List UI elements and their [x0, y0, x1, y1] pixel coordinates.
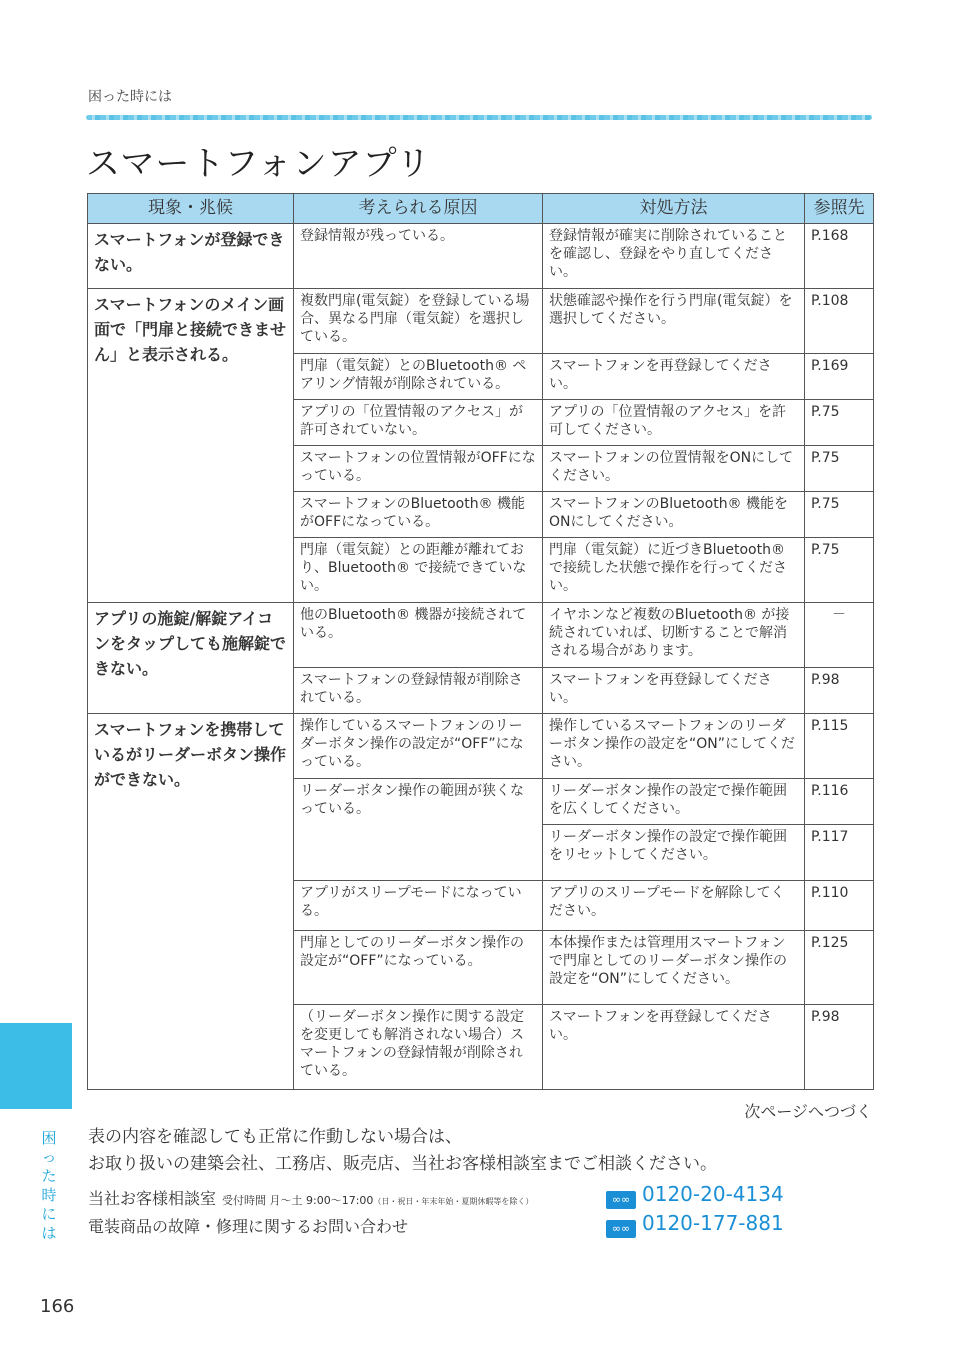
reference-cell: P.108: [805, 289, 874, 354]
action-cell: スマートフォンを再登録してください。: [543, 354, 805, 400]
free-dial-icon: ∞∞: [606, 1191, 636, 1209]
reference-cell: －: [805, 603, 874, 668]
troubleshooting-table: [87, 193, 874, 1090]
customer-center-phone-number[interactable]: 0120-20-4134: [642, 1182, 784, 1206]
table-row: [88, 224, 874, 289]
repair-inquiry-phone: [606, 1211, 784, 1238]
action-cell: アプリのスリープモードを解除してください。: [543, 881, 805, 931]
cause-cell: 複数門扉(電気錠）を登録している場合、異なる門扉（電気錠）を選択している。: [294, 289, 543, 354]
action-cell: 状態確認や操作を行う門扉(電気錠）を選択してください。: [543, 289, 805, 354]
table-row: [88, 603, 874, 668]
cause-cell: 操作しているスマートフォンのリーダーボタン操作の設定が“OFF”になっている。: [294, 714, 543, 779]
support-note-line1: 表の内容を確認しても正常に作動しない場合は、: [88, 1127, 462, 1147]
table-row: [88, 289, 874, 354]
customer-center-phone: [606, 1182, 784, 1209]
reference-cell: P.98: [805, 1005, 874, 1090]
action-cell: イヤホンなど複数のBluetooth® が接続されていれば、切断することで解消される場合があります。: [543, 603, 805, 668]
symptom-cell: スマートフォンのメイン画面で「門扉と接続できません」と表示される。: [88, 289, 294, 603]
action-cell: リーダーボタン操作の設定で操作範囲を広くしてください。: [543, 779, 805, 825]
reference-cell: P.75: [805, 400, 874, 446]
cause-cell: スマートフォンのBluetooth® 機能がOFFになっている。: [294, 492, 543, 538]
repair-inquiry-row: [88, 1214, 408, 1237]
reference-cell: P.125: [805, 931, 874, 1005]
action-cell: アプリの「位置情報のアクセス」を許可してください。: [543, 400, 805, 446]
support-note-line2: お取り扱いの建築会社、工務店、販売店、当社お客様相談室までご相談ください。: [88, 1154, 717, 1175]
page-title: スマートフォンアプリ: [86, 144, 432, 184]
support-note: [88, 1124, 717, 1178]
action-cell: スマートフォンを再登録してください。: [543, 1005, 805, 1090]
repair-inquiry-phone-number[interactable]: 0120-177-881: [642, 1211, 784, 1235]
cause-cell: 他のBluetooth® 機器が接続されている。: [294, 603, 543, 668]
cause-cell: アプリがスリープモードになっている。: [294, 881, 543, 931]
symptom-cell: スマートフォンが登録できない。: [88, 224, 294, 289]
symptom-cell: スマートフォンを携帯しているがリーダーボタン操作ができない。: [88, 714, 294, 1090]
reference-cell: P.117: [805, 825, 874, 881]
page-number: 166: [40, 1296, 75, 1317]
free-dial-icon: ∞∞: [606, 1220, 636, 1238]
section-header: 困った時には: [88, 89, 172, 105]
chapter-side-label: 困った時には: [41, 1129, 57, 1243]
action-cell: スマートフォンのBluetooth® 機能をONにしてください。: [543, 492, 805, 538]
action-cell: スマートフォンを再登録してください。: [543, 668, 805, 714]
symptom-cell: アプリの施錠/解錠アイコンをタップしても施解錠できない。: [88, 603, 294, 714]
cause-cell: （リーダーボタン操作に関する設定を変更しても解消されない場合）スマートフォンの登録情報が削除されている。: [294, 1005, 543, 1090]
continued-label: 次ページへつづく: [744, 1102, 872, 1121]
chapter-side-tab: [0, 1023, 72, 1109]
reference-cell: P.75: [805, 492, 874, 538]
business-hours: 受付時間 月～土 9:00～17:00: [222, 1194, 374, 1207]
business-hours-note: （日・祝日・年末年始・夏期休暇等を除く）: [373, 1197, 534, 1206]
header-symptom: 現象・兆候: [88, 194, 294, 224]
cause-cell: アプリの「位置情報のアクセス」が許可されていない。: [294, 400, 543, 446]
table-header-row: [88, 194, 874, 224]
customer-center-label: 当社お客様相談室: [88, 1189, 217, 1208]
action-cell: 操作しているスマートフォンのリーダーボタン操作の設定を“ON”にしてください。: [543, 714, 805, 779]
cause-cell: 門扉としてのリーダーボタン操作の設定が“OFF”になっている。: [294, 931, 543, 1005]
table-row: [88, 714, 874, 779]
cause-cell: 門扉（電気錠）とのBluetooth® ペアリング情報が削除されている。: [294, 354, 543, 400]
reference-cell: P.75: [805, 446, 874, 492]
reference-cell: P.168: [805, 224, 874, 289]
header-action: 対処方法: [543, 194, 805, 224]
reference-cell: P.75: [805, 538, 874, 603]
cause-cell: スマートフォンの登録情報が削除されている。: [294, 668, 543, 714]
cause-cell: リーダーボタン操作の範囲が狭くなっている。: [294, 779, 543, 881]
reference-cell: P.98: [805, 668, 874, 714]
header-divider: [86, 115, 872, 120]
reference-cell: P.169: [805, 354, 874, 400]
action-cell: リーダーボタン操作の設定で操作範囲をリセットしてください。: [543, 825, 805, 881]
action-cell: 登録情報が確実に削除されていることを確認し、登録をやり直してください。: [543, 224, 805, 289]
cause-cell: 登録情報が残っている。: [294, 224, 543, 289]
action-cell: 本体操作または管理用スマートフォンで門扉としてのリーダーボタン操作の設定を“ON”にしてください。: [543, 931, 805, 1005]
cause-cell: スマートフォンの位置情報がOFFになっている。: [294, 446, 543, 492]
action-cell: スマートフォンの位置情報をONにしてください。: [543, 446, 805, 492]
customer-center-row: [88, 1186, 533, 1209]
action-cell: 門扉（電気錠）に近づきBluetooth® で接続した状態で操作を行ってください。: [543, 538, 805, 603]
reference-cell: P.110: [805, 881, 874, 931]
header-cause: 考えられる原因: [294, 194, 543, 224]
reference-cell: P.116: [805, 779, 874, 825]
reference-cell: P.115: [805, 714, 874, 779]
cause-cell: 門扉（電気錠）との距離が離れており、Bluetooth® で接続できていない。: [294, 538, 543, 603]
repair-inquiry-label: 電装商品の故障・修理に関するお問い合わせ: [88, 1217, 409, 1236]
header-reference: 参照先: [805, 194, 874, 224]
